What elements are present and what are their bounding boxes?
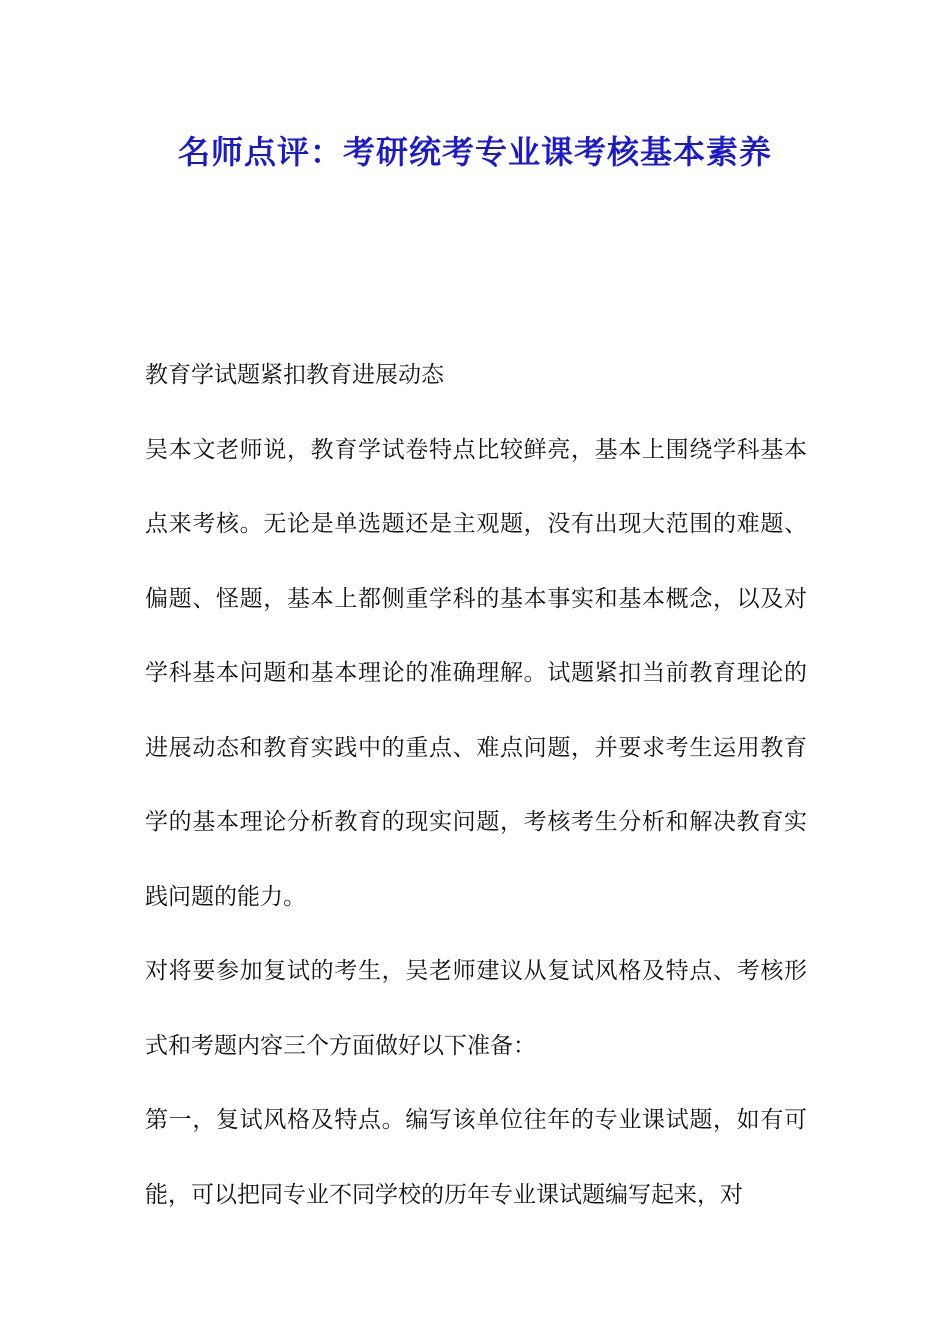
page-title: 名师点评：考研统考专业课考核基本素养 (177, 133, 772, 171)
paragraph-first-point: 第一，复试风格及特点。编写该单位往年的专业课试题，如有可能，可以把同专业不同学校的历年专业课试题编写起来，对 (145, 1107, 807, 1208)
paragraph-education-exam: 吴本文老师说，教育学试卷特点比较鲜亮，基本上围绕学科基本点来考核。无论是单选题还是主观题，没有出现大范围的难题、偏题、怪题，基本上都侧重学科的基本事实和基本概念，以及对学科基本问题和基本理论的准确理解。试题紧扣当前教育理论的进展动态和教育实践中的重点、难点问题，并要求考生运用教育学的基本理论分析教育的现实问题，考核考生分析和解决教育实践问题的能力。 (145, 436, 807, 910)
paragraph-retest-advice: 对将要参加复试的考生，吴老师建议从复试风格及特点、考核形式和考题内容三个方面做好以下准备： (145, 958, 807, 1059)
section-heading: 教育学试题紧扣教育进展动态 (145, 362, 444, 388)
document-body (145, 338, 807, 1232)
